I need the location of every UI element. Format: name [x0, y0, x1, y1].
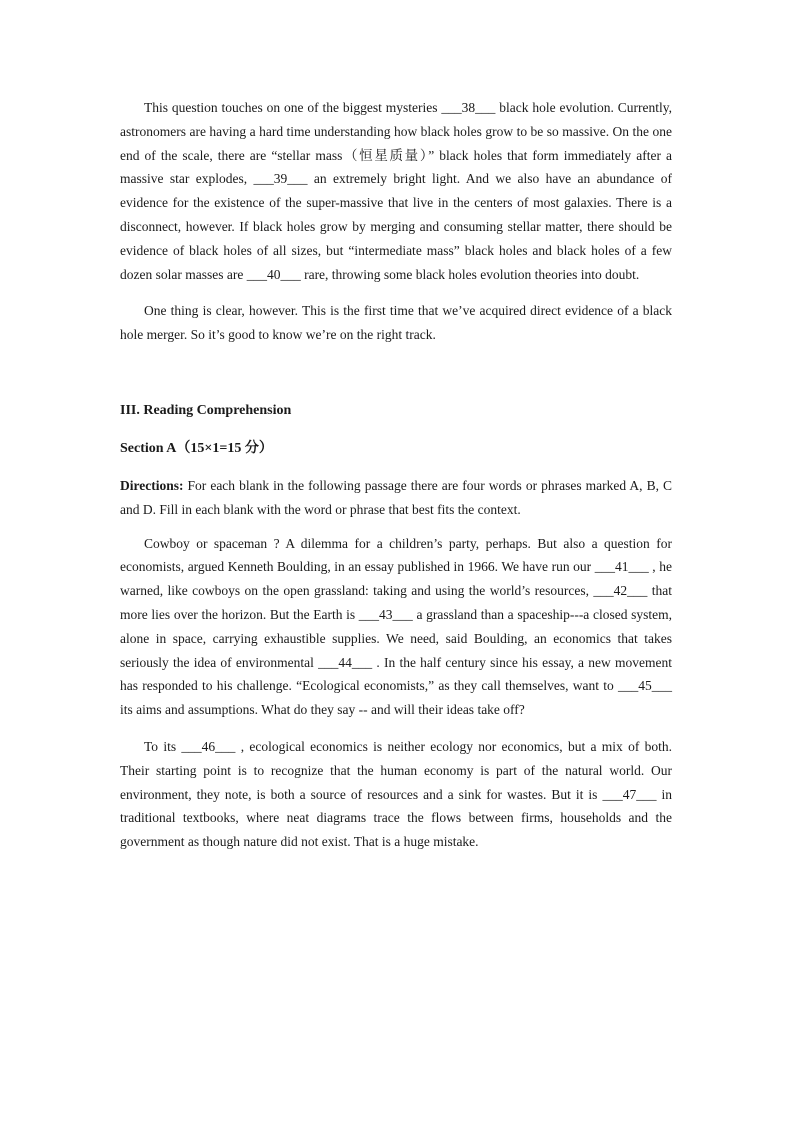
document-page	[120, 96, 672, 854]
section-a-title: Section A（15×1=15 分）	[120, 440, 273, 456]
directions-text: For each blank in the following passage there are four words or phrases marked A, B, C and D. Fill in each blank with the word or phrase that best fits the context.	[120, 477, 672, 517]
cloze-paragraph-1: This question touches on one of the biggest mysteries ___38___ black hole evolution. Currently, astronomers are having a hard time understanding how black holes grow to be so massive. On the one end of the scale, there are “stellar mass（恒星质量）” black holes that form immediately after a massive star explodes, ___39___ an extremely bright light. And we also have an abundance of evidence for the existence of the super-massive that live in the centers of most galaxies. There is a disconnect, however. If black holes grow by merging and consuming stellar matter, there should be evidence of black holes of all sizes, but “intermediate mass” black holes and black holes of a few dozen solar masses are ___40___ rare, throwing some black holes evolution theories into doubt.	[120, 100, 672, 282]
cloze-paragraph-2: One thing is clear, however. This is the first time that we’ve acquired direct evidence of a black hole merger. So it’s good to know we’re on the right track.	[120, 303, 672, 343]
directions	[120, 474, 672, 522]
reading-paragraph-2: To its ___46___ , ecological economics is neither ecology nor economics, but a mix of both. Their starting point is to recognize that the human economy is part of the natural world. Our environment, they note, is both a source of resources and a sink for wastes. But it is ___47___ in traditional textbooks, where neat diagrams trace the flows between firms, households and the government as though nature did not exist. That is a huge mistake.	[120, 738, 672, 850]
directions-label: Directions:	[120, 477, 184, 493]
reading-paragraph-1: Cowboy or spaceman ? A dilemma for a children’s party, perhaps. But also a question for economists, argued Kenneth Boulding, in an essay published in 1966. We have run our ___41___ , he warned, like cowboys on the open grassland: taking and using the world’s resources, ___42___ that more lies over the horizon. But the Earth is ___43___ a grassland than a spaceship---a closed system, alone in space, carrying exhaustible supplies. We need, said Boulding, an economics that takes seriously the idea of environmental ___44___ . In the half century since his essay, a new movement has responded to his challenge. “Ecological economists,” as they call themselves, want to ___45___ its aims and assumptions. What do they say -- and will their ideas take off?	[120, 535, 672, 718]
section-title: III. Reading Comprehension	[120, 402, 292, 418]
